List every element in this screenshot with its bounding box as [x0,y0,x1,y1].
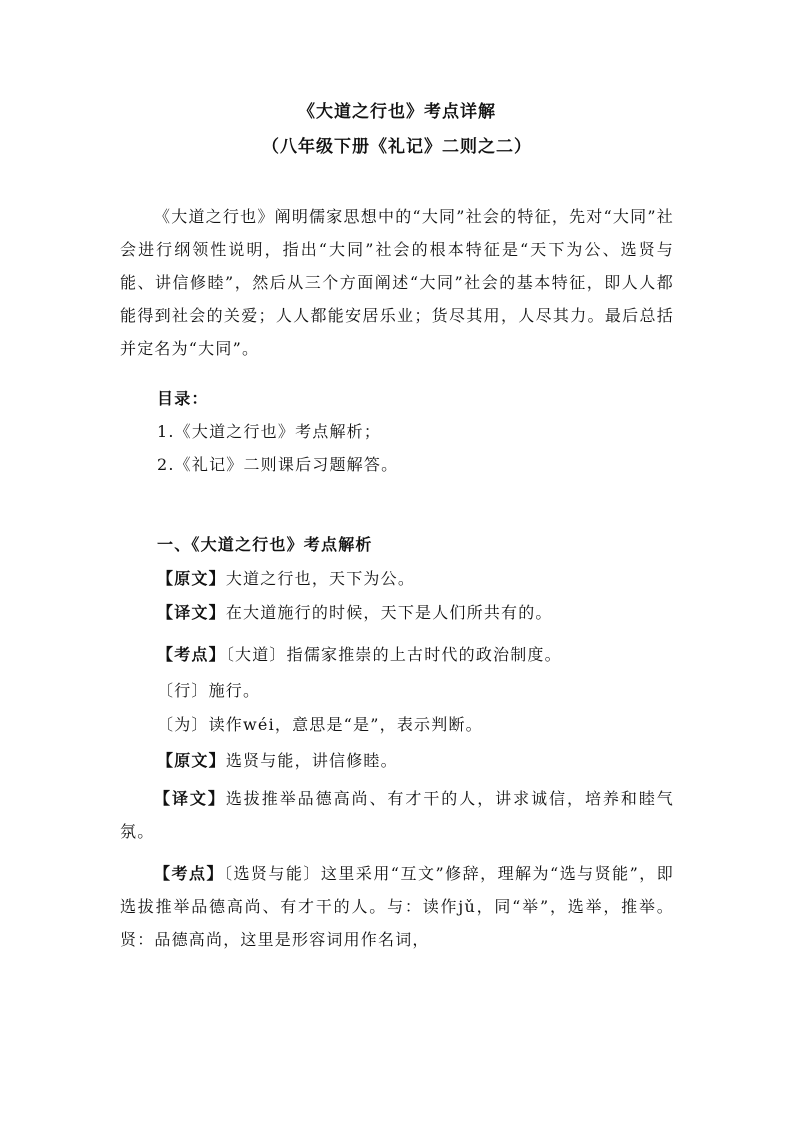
entry-original-1 [157,562,717,595]
entry-text: 〔为〕读作wéi，意思是“是”，表示判断。 [157,715,483,734]
entry-original-2 [157,744,717,777]
entry-text: 〔选贤与能〕这里采用“互文”修辞，理解为“选与贤能”，即选拔推举品德高尚、有才干的人。与：读作jǔ，同“举”，选举，推举。贤：品德高尚，这里是形容词用作名词， [120,864,674,949]
section-1-title: 一、《大道之行也》考点解析 [157,535,373,554]
entry-text: 大道之行也，天下为公。 [225,569,416,588]
entry-text: 〔大道〕指儒家推崇的上古时代的政治制度。 [225,645,562,664]
entry-text: 〔行〕施行。 [157,681,261,700]
document-title: 《大道之行也》考点详解 [298,102,496,122]
entry-translation-1 [157,596,717,629]
toc-label: 目录： [157,389,209,408]
entry-text: 选贤与能，讲信修睦。 [225,751,398,770]
entry-label: 【原文】 [157,569,226,588]
entry-label: 【译文】 [157,603,226,622]
entry-keypoint-1 [157,638,717,671]
entry-text: 选拔推举品德高尚、有才干的人，讲求诚信，培养和睦气氛。 [120,789,674,841]
entry-keypoint-2 [120,857,674,956]
entry-text: 在大道施行的时候，天下是人们所共有的。 [225,603,553,622]
toc-item-1: 1.《大道之行也》考点解析； [157,422,382,441]
entry-translation-2 [120,782,674,848]
entry-label: 【原文】 [157,751,226,770]
toc-item-2: 2.《礼记》二则课后习题解答。 [157,455,399,474]
entry-label: 【译文】 [154,789,226,808]
entry-label: 【考点】 [157,645,226,664]
entry-keypoint-wei [157,708,717,741]
intro-paragraph: 《大道之行也》阐明儒家思想中的“大同”社会的特征，先对“大同”社会进行纲领性说明，指出“大同”社会的根本特征是“天下为公、选贤与能、讲信修睦”，然后从三个方面阐述“大同”社会的基本特征，即人人都能得到社会的关爱；人人都能安居乐业；货尽其用，人尽其力。最后总括并定名为“大同”。 [120,207,674,358]
document-subtitle: （八年级下册《礼记》二则之二） [262,137,532,157]
entry-keypoint-xing [157,674,717,707]
entry-label: 【考点】 [154,864,224,883]
